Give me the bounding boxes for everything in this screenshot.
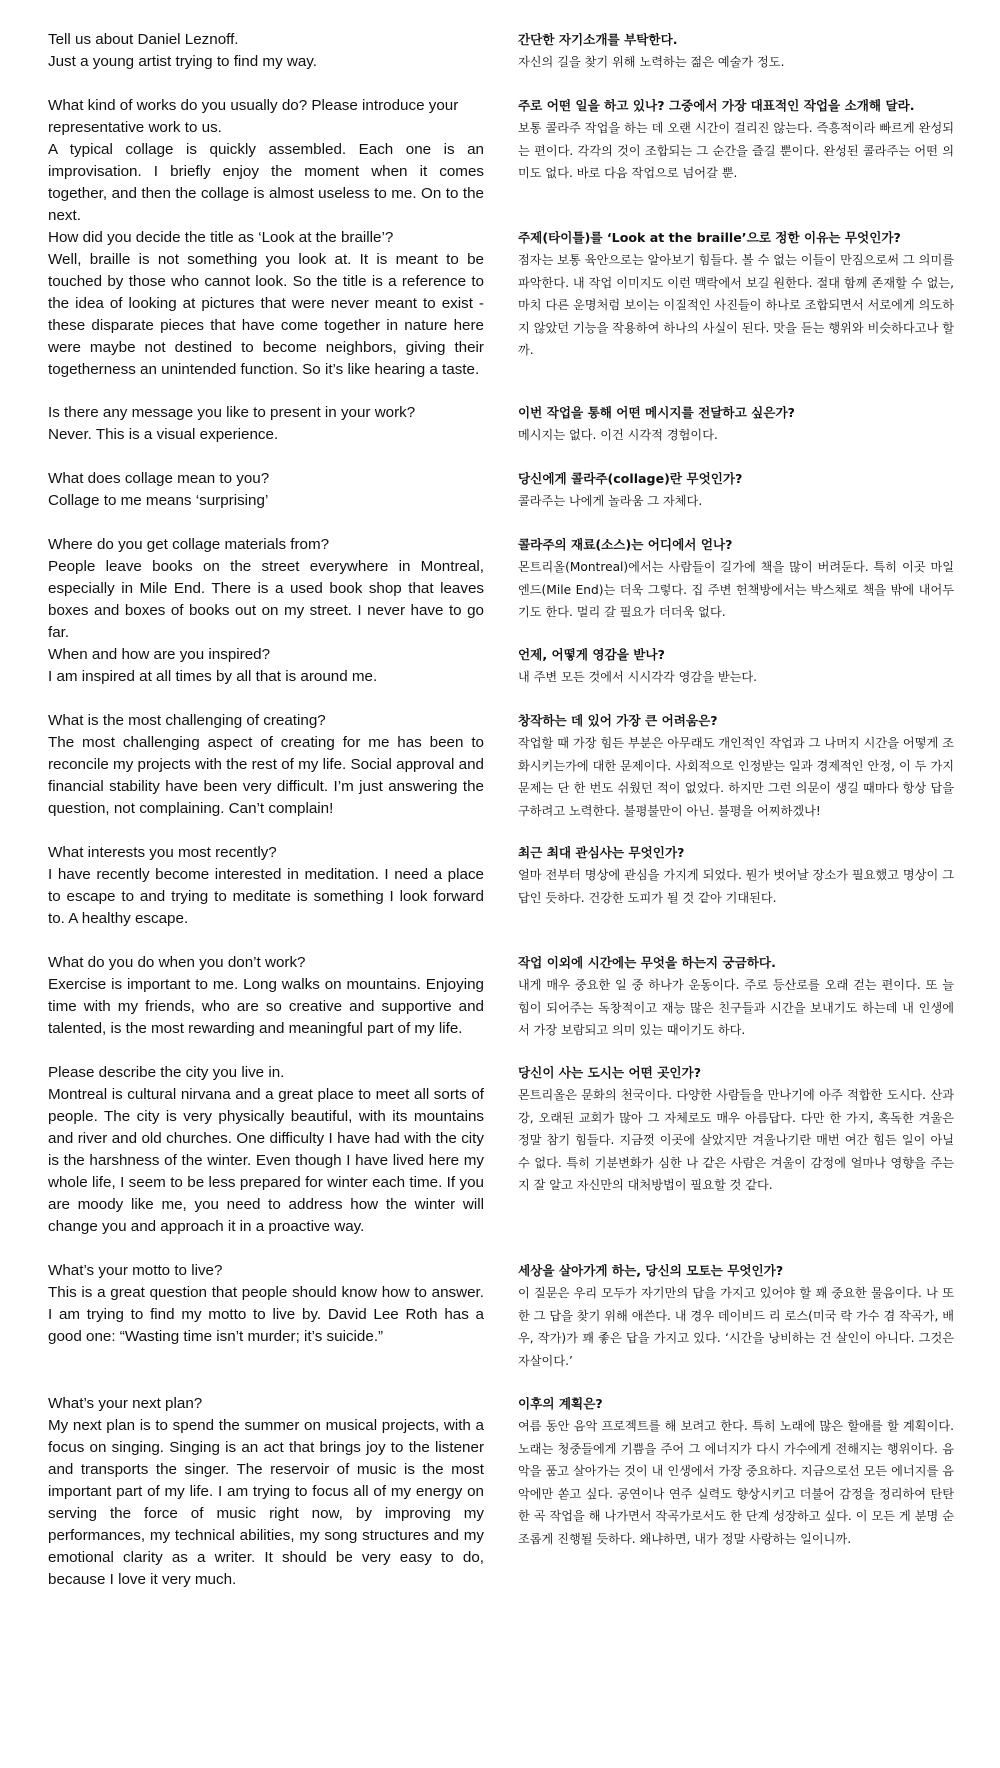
question-en: What does collage mean to you? (48, 470, 270, 487)
qa-en-1 (48, 29, 484, 73)
question-ko: 작업 이외에 시간에는 무엇을 하는지 궁금하다. (518, 955, 776, 970)
answer-ko: 점자는 보통 육안으로는 알아보기 힘들다. 볼 수 없는 이들이 만짐으로써 그 의미를 파악한다. 내 작업 이미지도 이런 맥락에서 보길 원한다. 절대 함께 존재할 수 없는, 마치 다른 운명처럼 보이는 이질적인 사진들이 하나로 조합되면서 서로에게 의도하지 않았던 기능을 작용하여 하나의 사실이 된다. 맛을 듣는 행위와 비슷하다고나 할까. (518, 253, 954, 357)
qa-en-9 (48, 842, 484, 930)
question-en: When and how are you inspired? (48, 646, 271, 663)
qa-en-4 (48, 402, 484, 446)
question-ko: 이후의 계획은? (518, 1396, 603, 1411)
answer-ko: 메시지는 없다. 이건 시각적 경험이다. (518, 428, 718, 442)
qa-en-10 (48, 952, 484, 1040)
question-ko: 창작하는 데 있어 가장 큰 어려움은? (518, 713, 718, 728)
answer-en: Well, braille is not something you look at. It is meant to be touched by those who cannot look. So the title is a reference to the idea of looking at pictures that were never meant to exist - these disparate pieces that have come together in nature here were maybe not destined to become neighbors, giving their togetherness an unintended function. So it’s like hearing a taste. (48, 251, 484, 378)
qa-ko-12 (518, 1260, 954, 1372)
question-en: Tell us about Daniel Leznoff. (48, 31, 239, 48)
qa-ko-5 (518, 468, 954, 513)
qa-en-2 (48, 95, 484, 227)
qa-ko-11 (518, 1062, 954, 1197)
question-ko: 최근 최대 관심사는 무엇인가? (518, 845, 685, 860)
qa-ko-13 (518, 1393, 954, 1550)
question-en: What kind of works do you usually do? Please introduce your representative work to us. (48, 97, 459, 136)
qa-ko-8 (518, 710, 954, 822)
question-ko: 당신에게 콜라주(collage)란 무엇인가? (518, 471, 743, 486)
question-en: What’s your next plan? (48, 1395, 203, 1412)
answer-ko: 이 질문은 우리 모두가 자기만의 답을 가지고 있어야 할 꽤 중요한 물음이다. 나 또한 그 답을 찾기 위해 애쓴다. 내 경우 데이비드 리 로스(미국 락 가수 겸 작곡가, 배우, 작가)가 꽤 좋은 답을 가지고 있다. ‘시간을 낭비하는 건 살인이 아니다. 그것은 자살이다.’ (518, 1286, 954, 1368)
answer-en: People leave books on the street everywhere in Montreal, especially in Mile End. There is a used book shop that leaves boxes and boxes of books out on my street. I never have to go far. (48, 558, 484, 641)
question-ko: 세상을 살아가게 하는, 당신의 모토는 무엇인가? (518, 1263, 784, 1278)
answer-en: Never. This is a visual experience. (48, 426, 279, 443)
question-ko: 주제(타이틀)를 ‘Look at the braille’으로 정한 이유는 무엇인가? (518, 230, 901, 245)
answer-ko: 여름 동안 음악 프로젝트를 해 보려고 한다. 특히 노래에 많은 할애를 할 계획이다. 노래는 청중들에게 기쁨을 주어 그 에너지가 다시 가수에게 전해지는 행위이다. 음악을 품고 살아가는 것이 내 인생에서 가장 중요하다. 지금으로선 모든 에너지를 음악에만 쏟고 싶다. 공연이나 연주 실력도 향상시키고 더불어 감정을 정리하여 탄탄한 곡 작업을 해 나가면서 작곡가로서도 한 단계 성장하고 싶다. 이 모든 게 분명 순조롭게 진행될 듯하다. 왜냐하면, 내가 정말 사랑하는 일이니까. (518, 1419, 954, 1546)
answer-en: I am inspired at all times by all that is around me. (48, 668, 378, 685)
question-en: What interests you most recently? (48, 844, 277, 861)
qa-en-8 (48, 710, 484, 820)
question-ko: 주로 어떤 일을 하고 있나? 그중에서 가장 대표적인 작업을 소개해 달라. (518, 98, 915, 113)
answer-ko: 자신의 길을 찾기 위해 노력하는 젊은 예술가 정도. (518, 55, 785, 69)
answer-ko: 얼마 전부터 명상에 관심을 가지게 되었다. 뭔가 벗어날 장소가 필요했고 명상이 그 답인 듯하다. 건강한 도피가 될 것 같아 기대된다. (518, 868, 954, 905)
answer-en: Just a young artist trying to find my way. (48, 53, 317, 70)
question-en: How did you decide the title as ‘Look at the braille’? (48, 229, 394, 246)
question-en: What do you do when you don’t work? (48, 954, 306, 971)
answer-ko: 작업할 때 가장 힘든 부분은 아무래도 개인적인 작업과 그 나머지 시간을 어떻게 조화시키는가에 대한 문제이다. 사회적으로 인정받는 일과 경제적인 안정, 이 두 가지 문제는 단 한 번도 쉬웠던 적이 없었다. 하지만 그런 의문이 생길 때마다 항상 답을 구하려고 노력한다. 불평불만이 아닌. 불평을 어찌하겠나! (518, 736, 954, 818)
qa-ko-7 (518, 644, 954, 689)
question-ko: 이번 작업을 통해 어떤 메시지를 전달하고 싶은가? (518, 405, 795, 420)
answer-en: Exercise is important to me. Long walks on mountains. Enjoying time with my friends, who are so creative and supportive and talented, is the most rewarding and meaningful part of my life. (48, 976, 484, 1037)
qa-ko-10 (518, 952, 954, 1042)
answer-en: I have recently become interested in meditation. I need a place to escape to and trying to meditate is something I look forward to. A healthy escape. (48, 866, 484, 927)
question-ko: 간단한 자기소개를 부탁한다. (518, 32, 678, 47)
qa-en-11 (48, 1062, 484, 1238)
answer-en: Montreal is cultural nirvana and a great place to meet all sorts of people. The city is very physically beautiful, with its mountains and river and old churches. One difficulty I have had with the city is the harshness of the winter. Even though I have lived here my whole life, I seem to be less prepared for winter each time. If you are moody like me, you need to address how the winter will change you and approach it in a proactive way. (48, 1086, 484, 1235)
qa-en-5 (48, 468, 484, 512)
answer-ko: 콜라주는 나에게 놀라움 그 자체다. (518, 494, 703, 508)
question-ko: 언제, 어떻게 영감을 받나? (518, 647, 665, 662)
answer-ko: 내 주변 모든 것에서 시시각각 영감을 받는다. (518, 670, 758, 684)
qa-ko-1 (518, 29, 954, 74)
question-ko: 당신이 사는 도시는 어떤 곳인가? (518, 1065, 701, 1080)
question-en: Is there any message you like to present in your work? (48, 404, 416, 421)
question-en: What’s your motto to live? (48, 1262, 223, 1279)
question-en: What is the most challenging of creating? (48, 712, 326, 729)
qa-ko-6 (518, 534, 954, 624)
answer-ko: 보통 콜라주 작업을 하는 데 오랜 시간이 걸리진 않는다. 즉흥적이라 빠르게 완성되는 편이다. 각각의 것이 조합되는 그 순간을 즐길 뿐이다. 완성된 콜라주는 어떤 의미도 없다. 바로 다음 작업으로 넘어갈 뿐. (518, 121, 954, 180)
answer-ko: 몬트리올은 문화의 천국이다. 다양한 사람들을 만나기에 아주 적합한 도시다. 산과 강, 오래된 교회가 많아 그 자체로도 매우 아름답다. 다만 한 가지, 혹독한 겨울은 정말 참기 힘들다. 지금껏 이곳에 살았지만 겨울나기란 매번 여간 힘든 일이 아닐 수 없다. 특히 기분변화가 심한 나 같은 사람은 겨울이 감정에 얼마나 영향을 주는지 잘 알고 자신만의 대처방법이 필요할 것 같다. (518, 1088, 954, 1192)
question-en: Please describe the city you live in. (48, 1064, 285, 1081)
qa-ko-3 (518, 227, 954, 362)
question-ko: 콜라주의 재료(소스)는 어디에서 얻나? (518, 537, 733, 552)
answer-en: A typical collage is quickly assembled. Each one is an improvisation. I briefly enjoy the moment when it comes together, and then the collage is almost useless to me. On to the next. (48, 141, 484, 224)
answer-ko: 몬트리올(Montreal)에서는 사람들이 길가에 책을 많이 버려둔다. 특히 이곳 마일 엔드(Mile End)는 더욱 그렇다. 집 주변 헌책방에서는 박스채로 책을 밖에 내어두기도 한다. 멀리 갈 필요가 더더욱 없다. (518, 560, 954, 619)
qa-en-7 (48, 644, 484, 688)
qa-en-12 (48, 1260, 484, 1348)
qa-ko-9 (518, 842, 954, 909)
qa-en-3 (48, 227, 484, 381)
answer-en: This is a great question that people should know how to answer. I am trying to find my motto to live by. David Lee Roth has a good one: “Wasting time isn’t murder; it’s suicide.” (48, 1284, 484, 1345)
qa-en-13 (48, 1393, 484, 1591)
answer-ko: 내게 매우 중요한 일 중 하나가 운동이다. 주로 등산로를 오래 걷는 편이다. 또 늘 힘이 되어주는 독창적이고 재능 많은 친구들과 시간을 보내기도 하는데 내 인생에서 가장 보람되고 의미 있는 때이기도 하다. (518, 978, 954, 1037)
answer-en: The most challenging aspect of creating for me has been to reconcile my projects with the rest of my life. Social approval and financial stability have been very difficult. I’m just answering the question, not complaining. Can’t complain! (48, 734, 484, 817)
qa-ko-2 (518, 95, 954, 185)
question-en: Where do you get collage materials from? (48, 536, 330, 553)
answer-en: My next plan is to spend the summer on musical projects, with a focus on singing. Singing is an act that brings joy to the listener and transports the singer. The reservoir of music is the most important part of my life. I am trying to focus all of my energy on serving the force of music right now, by improving my performances, my technical abilities, my song structures and my emotional clarity as a writer. It should be very easy to do, because I love it very much. (48, 1417, 484, 1588)
qa-en-6 (48, 534, 484, 644)
answer-en: Collage to me means ‘surprising’ (48, 492, 269, 509)
qa-ko-4 (518, 402, 954, 447)
